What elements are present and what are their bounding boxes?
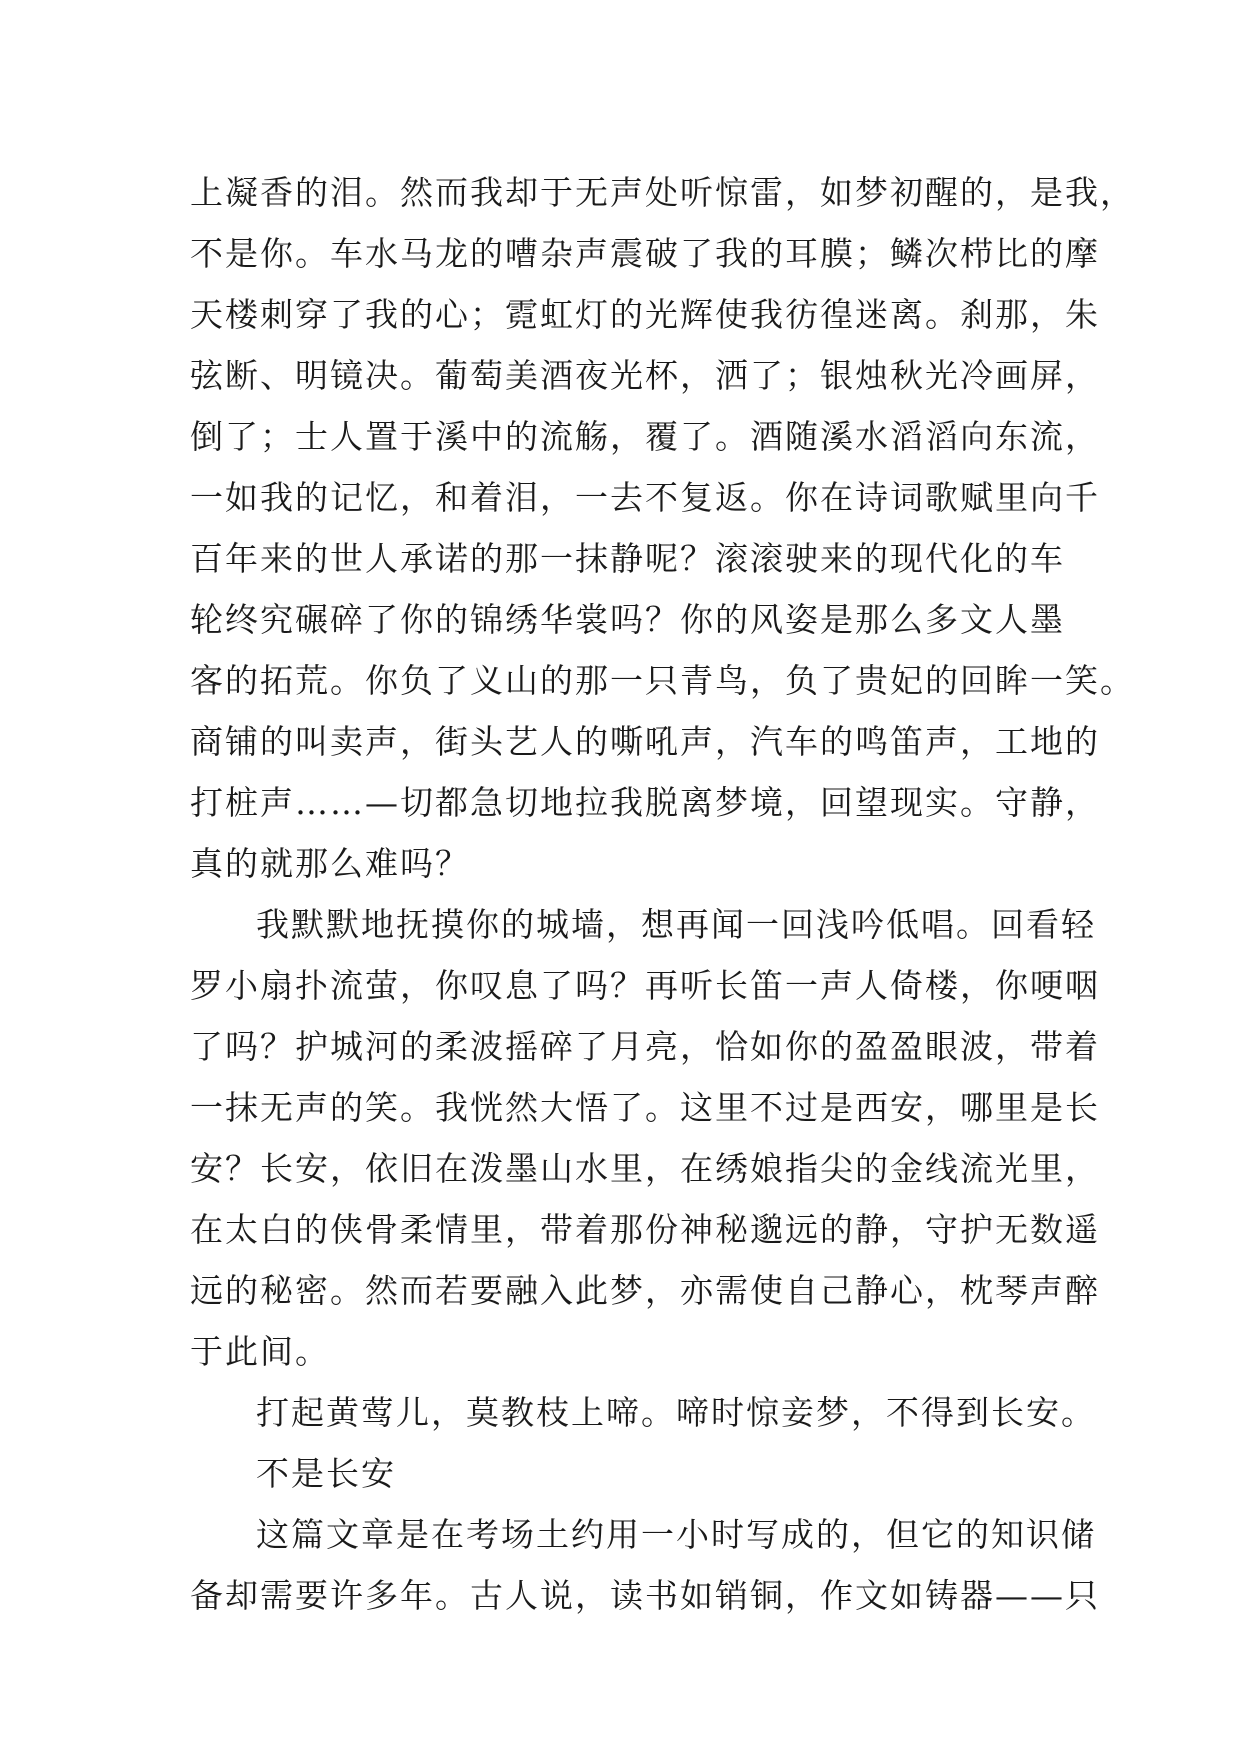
text-line: 客的拓荒。你负了义山的那一只青鸟，负了贵妃的回眸一笑。 (190, 661, 1135, 700)
text-line: 上凝香的泪。然而我却于无声处听惊雷，如梦初醒的，是我， (190, 173, 1135, 212)
text-line: 倒了；士人置于溪中的流觞，覆了。酒随溪水滔滔向东流， (190, 417, 1100, 456)
text-line: 了吗？护城河的柔波摇碎了月亮，恰如你的盈盈眼波，带着 (190, 1027, 1100, 1066)
text-line: 一抹无声的笑。我恍然大悟了。这里不过是西安，哪里是长 (190, 1088, 1100, 1127)
paragraph-start-line: 我默默地抚摸你的城墙，想再闻一回浅吟低唱。回看轻 (256, 905, 1096, 944)
text-line: 百年来的世人承诺的那一抹静呢？滚滚驶来的现代化的车 (190, 539, 1065, 578)
text-line: 真的就那么难吗？ (190, 844, 470, 883)
text-line: 于此间。 (190, 1332, 330, 1371)
text-line: 在太白的侠骨柔情里，带着那份神秘邈远的静，守护无数遥 (190, 1210, 1100, 1249)
poem-quote-line: 打起黄莺儿，莫教枝上啼。啼时惊妾梦，不得到长安。 (256, 1393, 1096, 1432)
text-line: 备却需要许多年。古人说，读书如销铜，作文如铸器——只 (190, 1576, 1100, 1615)
text-line: 罗小扇扑流萤，你叹息了吗？再听长笛一声人倚楼，你哽咽 (190, 966, 1100, 1005)
text-line: 远的秘密。然而若要融入此梦，亦需使自己静心，枕琴声醉 (190, 1271, 1100, 1310)
text-line: 一如我的记忆，和着泪，一去不复返。你在诗词歌赋里向千 (190, 478, 1100, 517)
text-line: 轮终究碾碎了你的锦绣华裳吗？你的风姿是那么多文人墨 (190, 600, 1065, 639)
essay-title-line: 不是长安 (256, 1454, 396, 1493)
essay-text (190, 162, 1135, 1626)
text-line: 安？长安，依旧在泼墨山水里，在绣娘指尖的金线流光里， (190, 1149, 1100, 1188)
text-line: 天楼刺穿了我的心；霓虹灯的光辉使我彷徨迷离。刹那，朱 (190, 295, 1100, 334)
text-line: 不是你。车水马龙的嘈杂声震破了我的耳膜；鳞次栉比的摩 (190, 234, 1100, 273)
text-line: 弦断、明镜决。葡萄美酒夜光杯，洒了；银烛秋光冷画屏， (190, 356, 1100, 395)
text-line: 商铺的叫卖声，街头艺人的嘶吼声，汽车的鸣笛声，工地的 (190, 722, 1100, 761)
text-line: 打桩声……—切都急切地拉我脱离梦境，回望现实。守静， (190, 783, 1100, 822)
paragraph-start-line: 这篇文章是在考场土约用一小时写成的，但它的知识储 (256, 1515, 1096, 1554)
